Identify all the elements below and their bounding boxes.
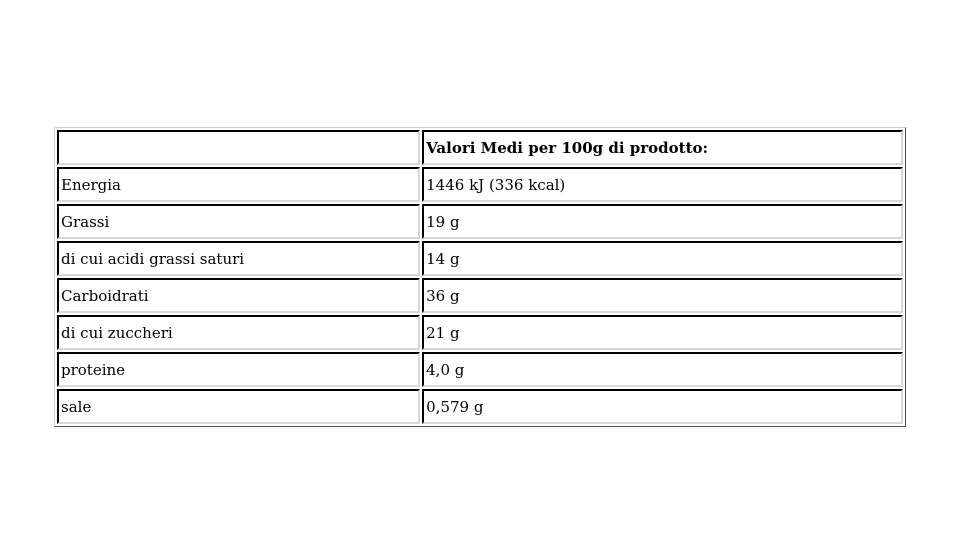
nutrient-label: di cui acidi grassi saturi: [57, 241, 420, 276]
table-row: [57, 352, 903, 387]
nutrient-value: 21 g: [422, 315, 903, 350]
table-row: [57, 167, 903, 202]
nutrient-label: proteine: [57, 352, 420, 387]
header-label-cell: [57, 130, 420, 165]
table-row: [57, 315, 903, 350]
table-row: [57, 204, 903, 239]
header-value-cell: Valori Medi per 100g di prodotto:: [422, 130, 903, 165]
nutrient-value: 19 g: [422, 204, 903, 239]
nutrient-label: di cui zuccheri: [57, 315, 420, 350]
nutrient-value: 1446 kJ (336 kcal): [422, 167, 903, 202]
nutrient-value: 0,579 g: [422, 389, 903, 424]
nutrient-value: 4,0 g: [422, 352, 903, 387]
nutrient-label: Carboidrati: [57, 278, 420, 313]
table-header-row: [57, 130, 903, 165]
table-row: [57, 389, 903, 424]
table-row: [57, 278, 903, 313]
nutrient-label: Grassi: [57, 204, 420, 239]
nutrient-value: 36 g: [422, 278, 903, 313]
table-row: [57, 241, 903, 276]
nutrient-label: sale: [57, 389, 420, 424]
nutrient-label: Energia: [57, 167, 420, 202]
nutrient-value: 14 g: [422, 241, 903, 276]
nutrition-table: [54, 127, 906, 427]
